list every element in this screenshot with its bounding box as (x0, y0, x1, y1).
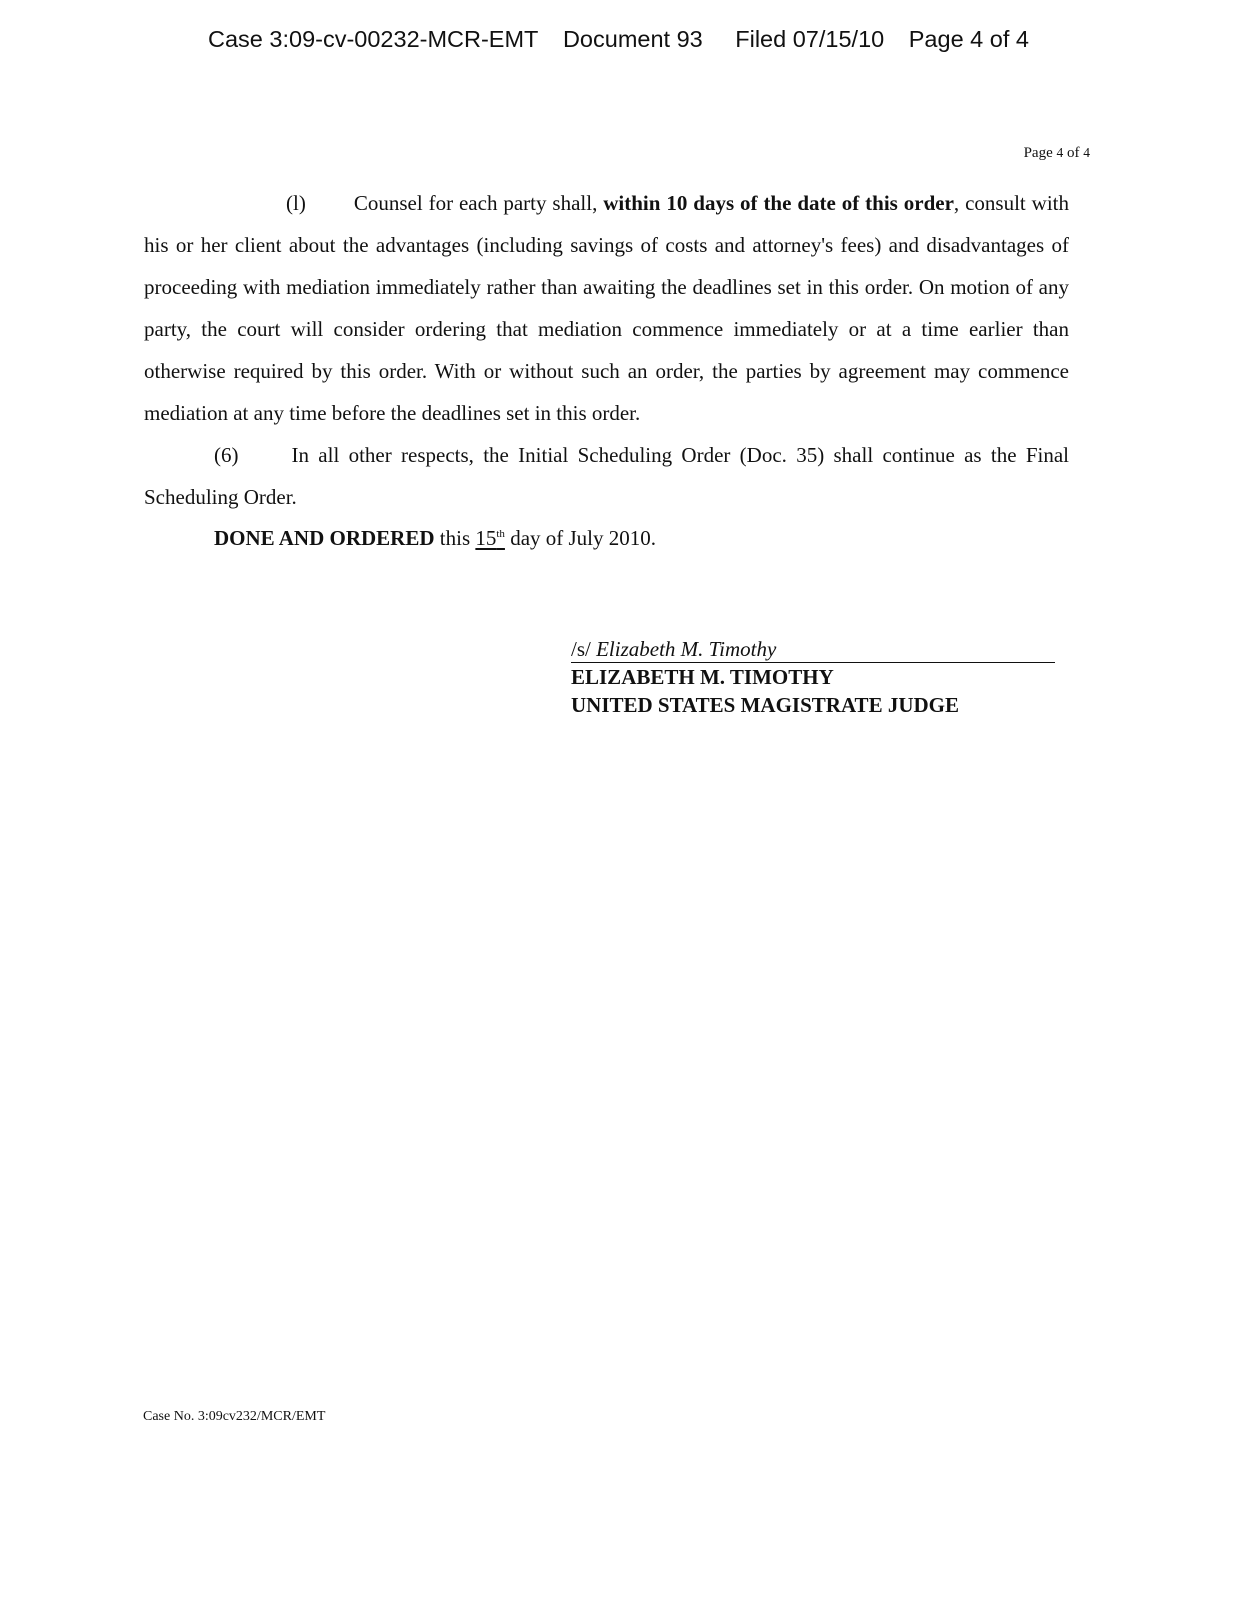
footer-case-number: Case No. 3:09cv232/MCR/EMT (143, 1409, 326, 1424)
paragraph-l-number: (l) (286, 191, 306, 215)
document-number: Document 93 (562, 26, 703, 52)
done-and-ordered: DONE AND ORDERED this 15th day of July 2010. (214, 526, 657, 550)
judge-title: UNITED STATES MAGISTRATE JUDGE (571, 693, 959, 717)
filed-date: Filed 07/15/10 (735, 26, 885, 52)
filing-header (0, 26, 1237, 53)
page-number: Page 4 of 4 (1023, 145, 1090, 161)
order-day: 15th (475, 526, 505, 550)
paragraph-l: (l) Counsel for each party shall, within 10 days of the date of this order, consult with his or her client about the advantages (including savings of costs and attorney's fees) and disadvantages of proceeding with mediation immediately rather than awaiting the deadlines set in this order. On motion of any party, the court will consider ordering that mediation commence immediately or at a time earlier than otherwise required by this order. With or without such an order, the parties by agreement may commence mediation at any time before the deadlines set in this order. (144, 191, 1069, 425)
paragraph-6-number: (6) (214, 443, 239, 467)
paragraph-6: (6) In all other respects, the Initial Scheduling Order (Doc. 35) shall continue as the Final Scheduling Order. (144, 443, 1069, 509)
header-page: Page 4 of 4 (908, 26, 1029, 52)
electronic-signature: Elizabeth M. Timothy (596, 637, 777, 661)
signature-line: /s/ Elizabeth M. Timothy (571, 637, 1055, 663)
signature-block (571, 637, 1055, 719)
order-body (144, 182, 1069, 518)
deadline-emphasis: within 10 days of the date of this order (603, 191, 954, 215)
case-number: Case 3:09-cv-00232-MCR-EMT (208, 26, 539, 52)
judge-name: ELIZABETH M. TIMOTHY (571, 665, 834, 689)
